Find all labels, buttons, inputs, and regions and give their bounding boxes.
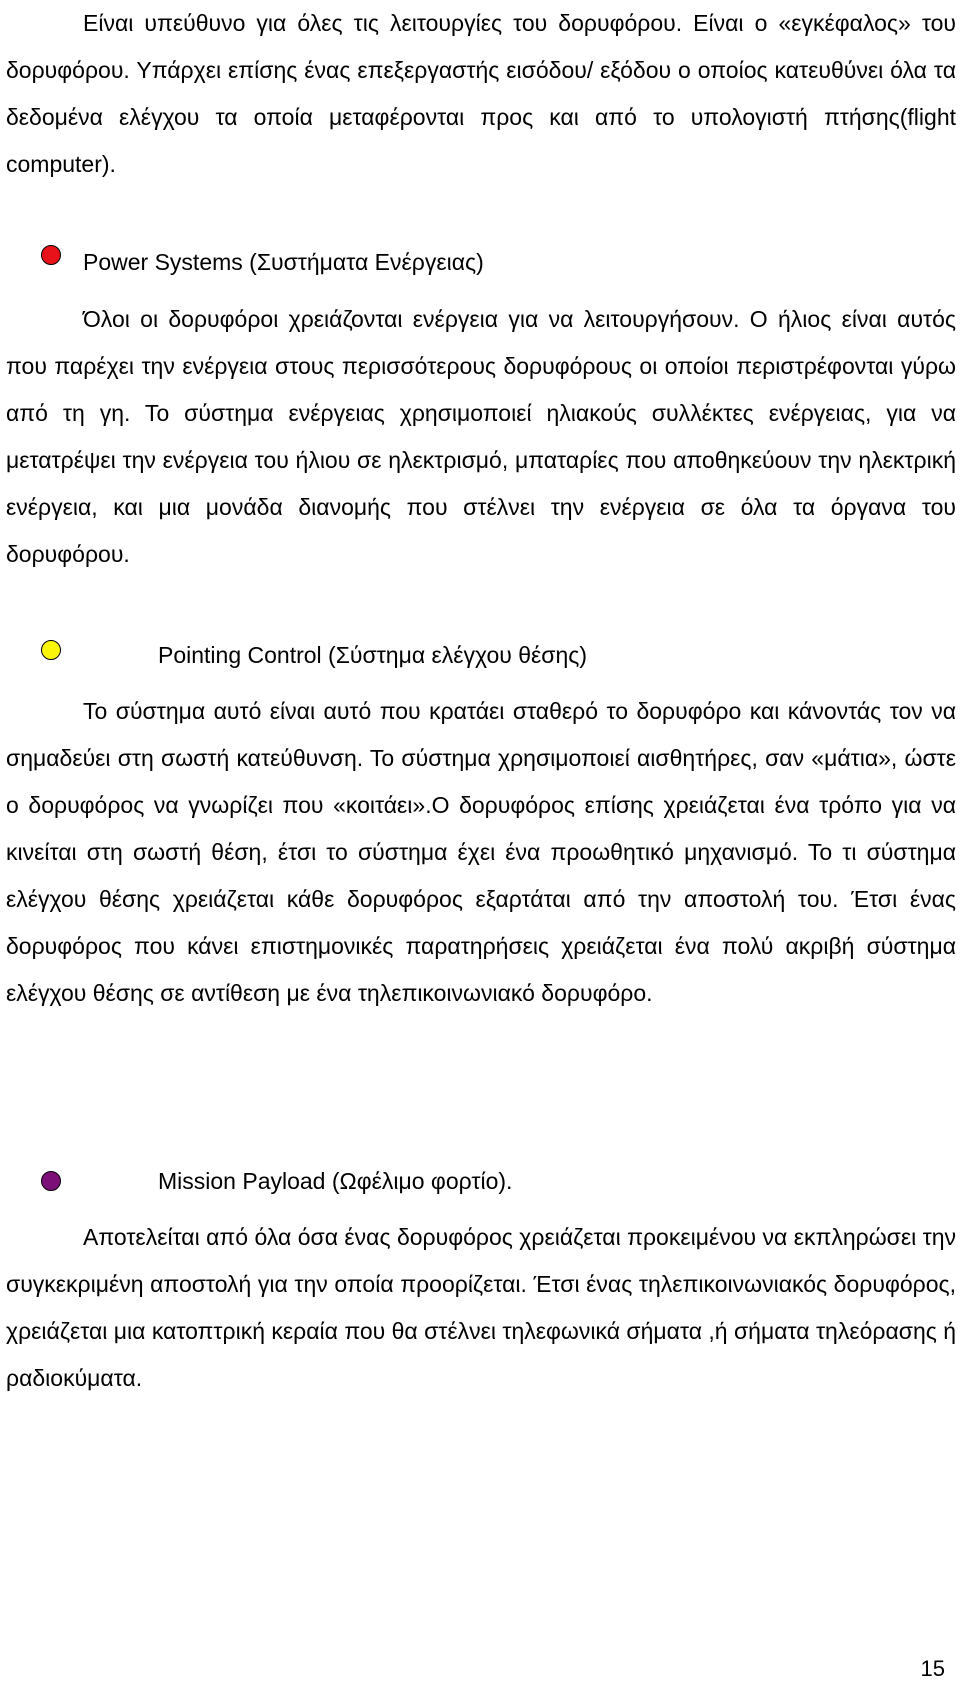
- page-number: 15: [920, 1656, 945, 1681]
- purple-bullet-icon: [41, 1171, 61, 1191]
- yellow-bullet-icon: [41, 640, 61, 660]
- section-body-power-systems: Όλοι οι δορυφόροι χρειάζονται ενέργεια για να λειτουργήσουν. Ο ήλιος είναι αυτός που παρέχει την ενέργεια στους περισσότερους δορυφόρους οι οποίοι περιστρέφονται γύρω από τη γη. Το σύστημα ενέργειας χρησιμοποιεί ηλιακούς συλλέκτες ενέργειας, για να μετατρέψει την ενέργεια του ήλιου σε ηλεκτρισμό, μπαταρίες που αποθηκεύουν την ηλεκτρική ενέργεια, και μια μονάδα διανομής που στέλνει την ενέργεια σε όλα τα όργανα του δορυφόρου.: [6, 306, 956, 567]
- red-bullet-icon: [41, 245, 61, 265]
- section-heading-pointing-control: Pointing Control (Σύστημα ελέγχου θέσης): [158, 642, 588, 668]
- intro-paragraph: Είναι υπεύθυνο για όλες τις λειτουργίες του δορυφόρου. Είναι ο «εγκέφαλος» του δορυφόρου. Υπάρχει επίσης ένας επεξεργαστής εισόδου/ εξόδου ο οποίος κατευθύνει όλα τα δεδομένα ελέγχου τα οποία μεταφέρονται προς και από το υπολογιστή πτήσης(flight computer).: [6, 10, 956, 177]
- section-body-pointing-control: Το σύστημα αυτό είναι αυτό που κρατάει σταθερό το δορυφόρο και κάνοντάς τον να σημαδεύει στη σωστή κατεύθυνση. Το σύστημα χρησιμοποιεί αισθητήρες, σαν «μάτια», ώστε ο δορυφόρος να γνωρίζει που «κοιτάει».Ο δορυφόρος επίσης χρειάζεται ένα τρόπο για να κινείται στη σωστή θέση, έτσι το σύστημα έχει ένα προωθητικό μηχανισμό. Το τι σύστημα ελέγχου θέσης χρειάζεται κάθε δορυφόρος εξαρτάται από την αποστολή του. Έτσι ένας δορυφόρος που κάνει επιστημονικές παρατηρήσεις χρειάζεται ένα πολύ ακριβή σύστημα ελέγχου θέσης σε αντίθεση με ένα τηλεπικοινωνιακό δορυφόρο.: [6, 698, 956, 1006]
- section-body-mission-payload: Αποτελείται από όλα όσα ένας δορυφόρος χρειάζεται προκειμένου να εκπληρώσει την συγκεκριμένη αποστολή για την οποία προορίζεται. Έτσι ένας τηλεπικοινωνιακός δορυφόρος, χρειάζεται μια κατοπτρική κεραία που θα στέλνει τηλεφωνικά σήματα ,ή σήματα τηλεόρασης ή ραδιοκύματα.: [6, 1224, 956, 1391]
- section-heading-mission-payload: Mission Payload (Ωφέλιμο φορτίο).: [158, 1168, 513, 1194]
- section-heading-power-systems: Power Systems (Συστήματα Ενέργειας): [83, 249, 484, 275]
